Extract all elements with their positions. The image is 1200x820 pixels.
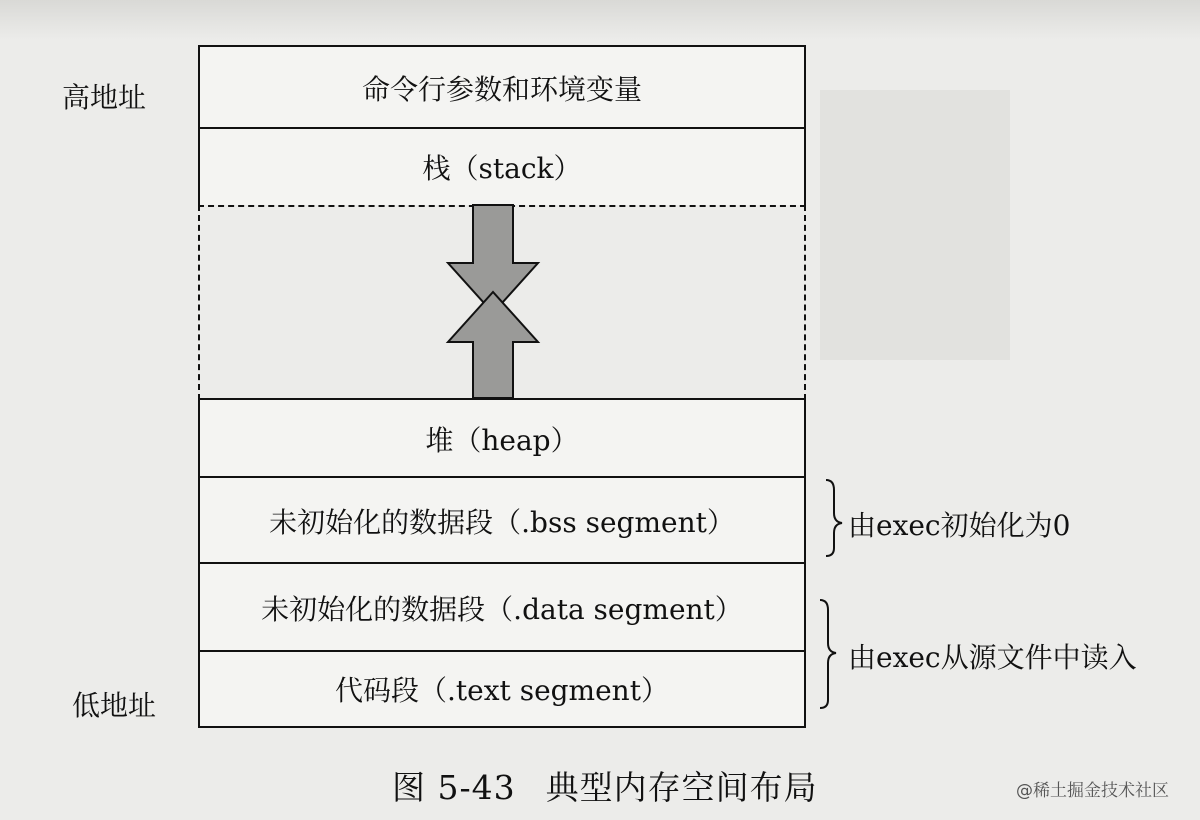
segment-data-label: 未初始化的数据段（.data segment）	[261, 593, 743, 626]
segment-env-label: 命令行参数和环境变量	[361, 73, 642, 106]
low-address-label: 低地址	[72, 689, 157, 722]
segment-bss-label: 未初始化的数据段（.bss segment）	[269, 506, 735, 539]
figure-title: 典型内存空间布局	[545, 768, 818, 807]
bss-brace	[826, 480, 842, 556]
site-watermark: @稀土掘金技术社区	[1016, 781, 1169, 801]
figure-caption	[392, 762, 818, 809]
segment-text-label: 代码段（.text segment）	[335, 674, 669, 707]
file-brace	[820, 600, 836, 708]
segment-bss	[198, 476, 806, 564]
figure-number: 图 5-43	[392, 768, 516, 807]
high-address-label: 高地址	[62, 81, 147, 114]
bss-annotation: 由exec初始化为0	[848, 509, 1071, 542]
segment-text	[198, 650, 806, 728]
file-annotation: 由exec从源文件中读入	[848, 641, 1137, 674]
heap-growth-arrow	[448, 292, 538, 398]
segment-heap-label: 堆（heap）	[425, 424, 579, 457]
segment-heap	[198, 398, 806, 478]
segment-stack-label: 栈（stack）	[422, 152, 582, 185]
segment-data	[198, 562, 806, 652]
